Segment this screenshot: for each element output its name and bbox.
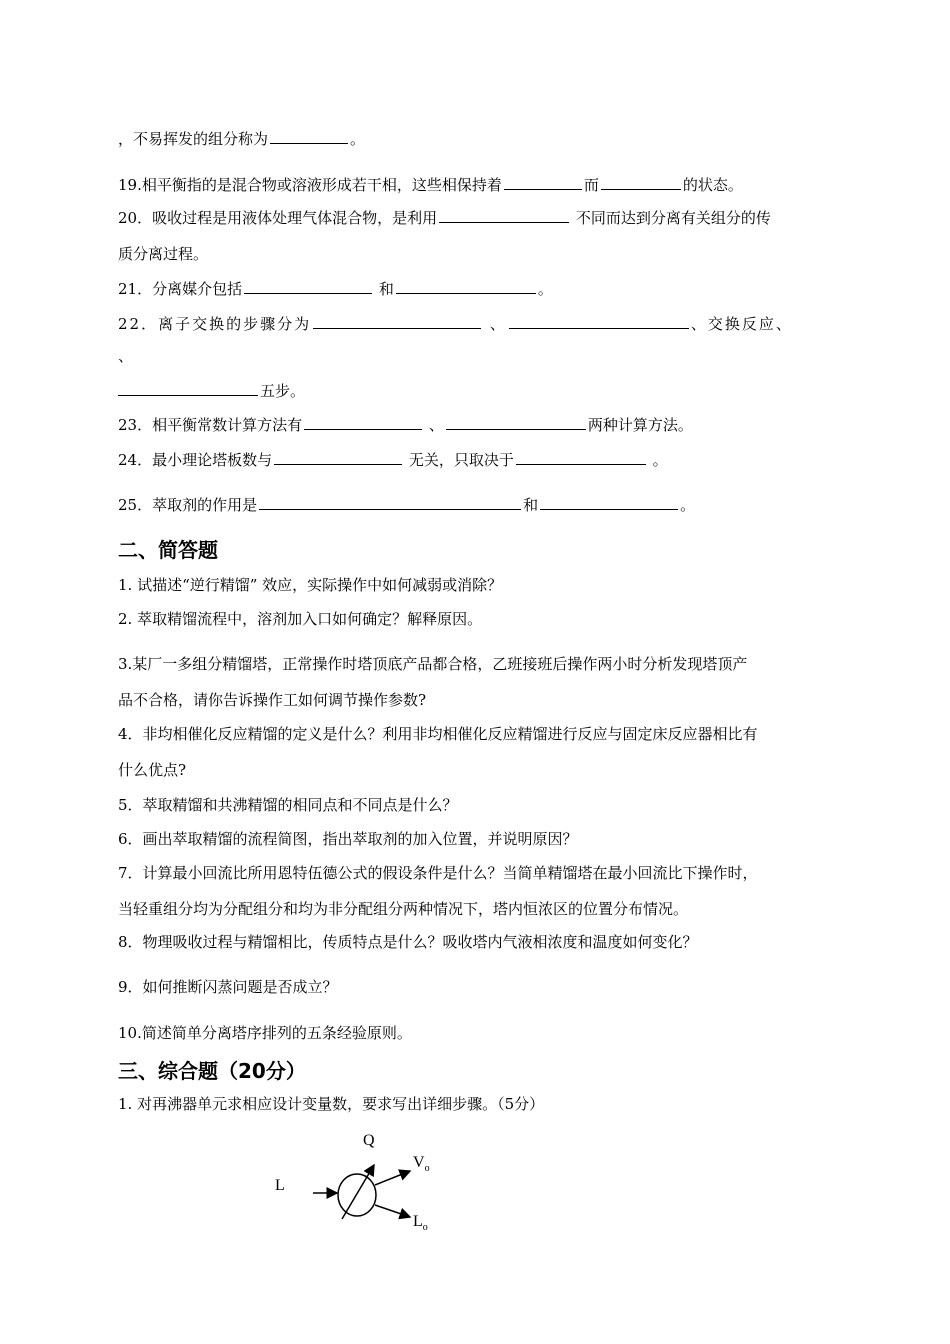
s2-q7-line1: 7．计算最小回流比所用恩特伍德公式的假设条件是什么？当简单精馏塔在最小回流比下操作时， — [118, 864, 758, 882]
q25-line — [118, 494, 695, 515]
s2-q5: 5．萃取精馏和共沸精馏的相同点和不同点是什么？ — [118, 796, 458, 814]
q18-text: ，不易挥发的组分称为 — [118, 130, 269, 148]
s2-q9: 9．如何推断闪蒸问题是否成立？ — [118, 978, 338, 996]
q21-text: 21．分离媒介包括 — [118, 280, 243, 298]
q25-end: 。 — [680, 496, 696, 514]
s2-q1: 1. 试描述“逆行精馏” 效应，实际操作中如何减弱或消除？ — [118, 576, 503, 594]
q24-mid: 无关，只取决于 — [404, 451, 514, 469]
blank[interactable] — [504, 174, 582, 190]
q22-end: 、交换反应、 — [690, 315, 793, 333]
q24-line — [118, 449, 668, 470]
blank[interactable] — [274, 449, 402, 465]
s2-q6: 6．画出萃取精馏的流程简图，指出萃取剂的加入位置，并说明原因？ — [118, 830, 578, 848]
q19-mid: 而 — [583, 176, 599, 194]
s2-q7-line2: 当轻重组分均为分配组分和均为非分配组分两种情况下，塔内恒浓区的位置分布情况。 — [118, 900, 689, 918]
q22-line3 — [118, 380, 305, 401]
s2-q8: 8．物理吸收过程与精馏相比，传质特点是什么？吸收塔内气液相浓度和温度如何变化？ — [118, 933, 698, 951]
blank[interactable] — [540, 494, 678, 510]
s2-q4-line2: 什么优点? — [118, 761, 187, 779]
blank[interactable] — [446, 414, 586, 430]
blank[interactable] — [516, 449, 646, 465]
q22-text: 22．离子交换的步骤分为 — [118, 315, 312, 333]
q20-text2: 质分离过程。 — [118, 245, 209, 263]
q23-mid: 、 — [424, 416, 444, 434]
label-v: $V_o$ — [413, 1154, 430, 1174]
blank[interactable] — [439, 207, 569, 223]
q18-tail-line — [118, 128, 365, 149]
blank[interactable] — [396, 278, 536, 294]
blank[interactable] — [313, 313, 481, 329]
blank[interactable] — [244, 278, 372, 294]
blank[interactable] — [304, 414, 422, 430]
q24-end: 。 — [647, 451, 668, 469]
label-q: Q — [363, 1132, 375, 1149]
q22-end3: 五步。 — [260, 382, 306, 400]
blank[interactable] — [509, 313, 689, 329]
reboiler-diagram — [270, 1125, 470, 1235]
q22-line2 — [118, 346, 133, 366]
q21-end: 。 — [537, 280, 553, 298]
q23-end: 两种计算方法。 — [587, 416, 693, 434]
q20-text: 20．吸收过程是用液体处理气体混合物，是利用 — [118, 209, 438, 227]
q23-text: 23．相平衡常数计算方法有 — [118, 416, 303, 434]
q19-line — [118, 174, 743, 195]
q21-mid: 和 — [374, 280, 394, 298]
label-lo: $L_o$ — [413, 1213, 428, 1233]
q25-mid: 和 — [523, 496, 539, 514]
s2-q3-line2: 品不合格，请你告诉操作工如何调节操作参数? — [118, 691, 427, 709]
s3-q1: 1. 对再沸器单元求相应设计变量数，要求写出详细步骤。（5分） — [118, 1095, 545, 1113]
q25-text: 25．萃取剂的作用是 — [118, 496, 258, 514]
q21-line — [118, 278, 553, 299]
label-l: L — [275, 1177, 285, 1194]
liquid-arrow-lo — [375, 1205, 410, 1217]
s2-q10: 10.简述简单分离塔序排列的五条经验原则。 — [118, 1024, 412, 1042]
q22-text2: 、 — [118, 347, 134, 365]
s2-q2: 2. 萃取精馏流程中，溶剂加入口如何确定？解释原因。 — [118, 610, 483, 628]
vapor-arrow-v — [375, 1171, 410, 1185]
q19-end: 的状态。 — [682, 176, 743, 194]
blank[interactable] — [601, 174, 681, 190]
section2-title: 二、简答题 — [118, 538, 218, 562]
blank[interactable] — [259, 494, 521, 510]
q24-text: 24．最小理论塔板数与 — [118, 451, 273, 469]
section3-title: 三、综合题（20分） — [118, 1059, 306, 1083]
q18-end: 。 — [350, 130, 366, 148]
q20-line — [118, 207, 771, 228]
q20-line2 — [118, 244, 208, 264]
q22-line — [118, 313, 793, 334]
s2-q4-line1: 4．非均相催化反应精馏的定义是什么？利用非均相催化反应精馏进行反应与固定床反应器相比有 — [118, 725, 758, 743]
q20-end: 不同而达到分离有关组分的传 — [571, 209, 771, 227]
s2-q3-line1: 3.某厂一多组分精馏塔，正常操作时塔顶底产品都合格，乙班接班后操作两小时分析发现塔顶产 — [118, 655, 748, 673]
q22-mid: 、 — [483, 315, 507, 333]
q19-text: 19.相平衡指的是混合物或溶液形成若干相，这些相保持着 — [118, 176, 502, 194]
blank[interactable] — [270, 128, 348, 144]
blank[interactable] — [118, 380, 258, 396]
q23-line — [118, 414, 693, 435]
